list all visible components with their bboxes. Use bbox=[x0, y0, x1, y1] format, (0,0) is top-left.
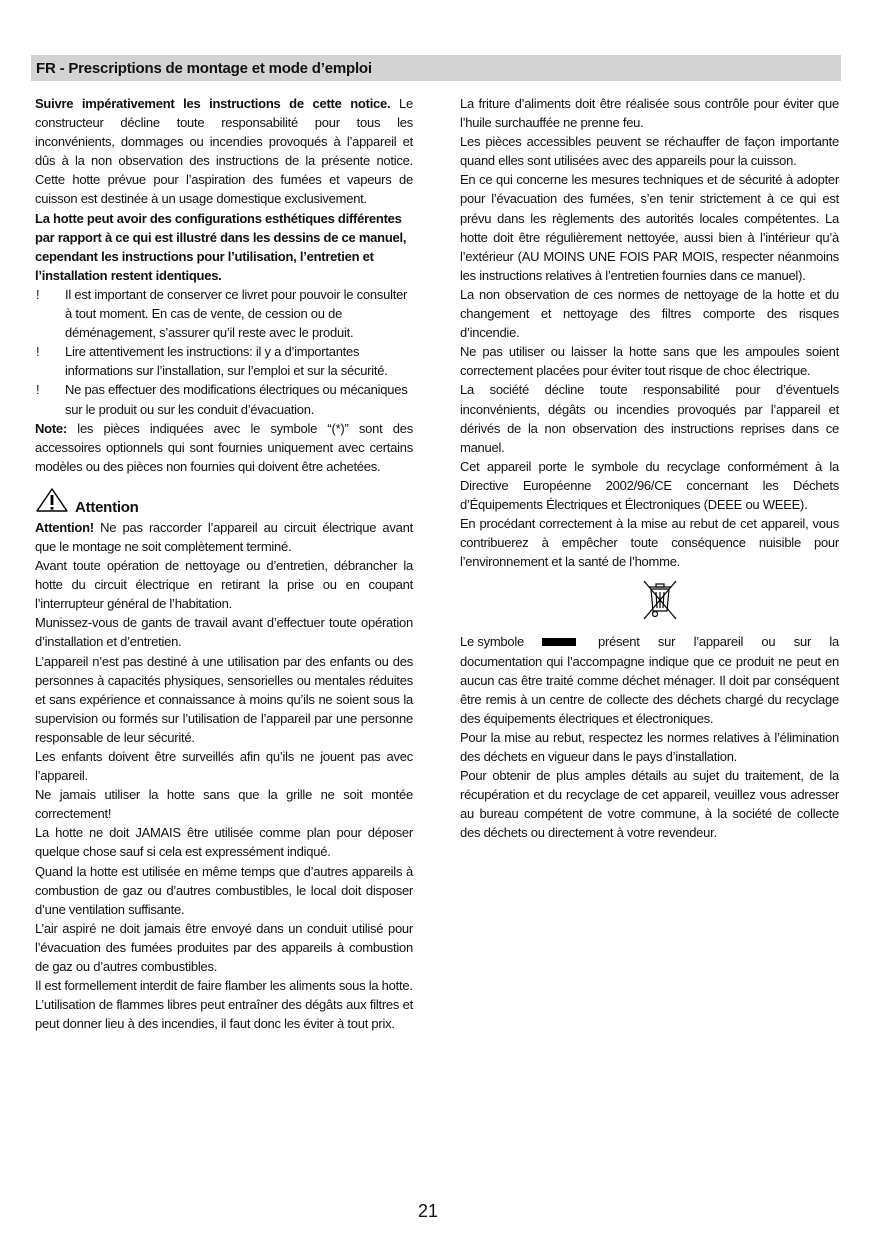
recycling-paragraph: En procédant correctement à la mise au rebut de cet appareil, vous contribuerez à empêcher toute conséquence nuisible pour l’environnement et la santé de l’homme. bbox=[460, 516, 839, 570]
intro-bold: Suivre impérativement les instructions de cette notice. bbox=[35, 96, 391, 111]
symbol-text-start: Le symbole bbox=[460, 634, 524, 650]
bullet-item bbox=[35, 285, 413, 342]
safety-paragraph: Les pièces accessibles peuvent se réchauffer de façon importante quand elles sont utilisées avec des appareils pour la cuisson. bbox=[460, 134, 839, 169]
bullet-text: Il est important de conserver ce livret pour pouvoir le consulter à tout moment. En cas de vente, de cession ou de déménagement, s’assurer qu’il reste avec le produit. bbox=[65, 286, 408, 341]
left-column bbox=[35, 94, 413, 1033]
safety-paragraph: Avant toute opération de nettoyage ou d’entretien, débrancher la hotte du circuit électrique en retirant la prise ou en coupant l’interrupteur général de l’habitation. bbox=[35, 558, 413, 612]
right-column bbox=[460, 94, 839, 842]
symbol-paragraph: documentation qui l’accompagne indique que ce produit ne peut en aucun cas être traité comme déchet ménager. Il doit par conséquent être remis à un centre de collecte des déchets chargé du recyclage des équipements électriques et électroniques. bbox=[460, 653, 839, 726]
page-number: 21 bbox=[418, 1201, 439, 1221]
symbol-text-end: présent sur l’appareil ou sur la bbox=[597, 634, 839, 650]
attention-label: Attention! bbox=[35, 519, 94, 535]
disposal-paragraph: Pour la mise au rebut, respectez les normes relatives à l’élimination des déchets en vigueur dans le pays d’installation. bbox=[460, 729, 839, 764]
warning-triangle-icon bbox=[35, 487, 69, 518]
recycling-paragraph: Cet appareil porte le symbole du recyclage conformément à la Directive Européenne 2002/96/CE concernant les Déchets d’Équipements Électriques et Électroniques (DEEE ou WEEE). bbox=[460, 458, 839, 512]
safety-paragraph: La non observation de ces normes de nettoyage de la hotte et du changement et nettoyage des filtres comporte des risques d’incendie. bbox=[460, 286, 839, 341]
crossed-out-wheeled-bin-icon bbox=[640, 579, 680, 626]
attention-title: Attention bbox=[75, 498, 139, 516]
safety-paragraph: Quand la hotte est utilisée en même temps que d’autres appareils à combustion de gaz ou d’autres combustibles, le local doit disposer d’une ventilation suffisante. bbox=[35, 863, 413, 917]
safety-paragraph: Munissez-vous de gants de travail avant d’effectuer toute opération d’installation et d’entretien. bbox=[35, 615, 413, 650]
weee-symbol bbox=[460, 579, 839, 626]
bullet-text: Lire attentivement les instructions: il y a d’importantes informations sur l’installation, sur l’emploi et sur la sécurité. bbox=[65, 344, 388, 379]
attention-paragraph bbox=[35, 518, 413, 556]
bullet-text: Ne pas effectuer des modifications électriques ou mécaniques sur le produit ou sur les conduit d’évacuation. bbox=[65, 382, 408, 417]
safety-paragraph: La hotte ne doit JAMAIS être utilisée comme plan pour déposer quelque chose sauf si cela est expressément indiqué. bbox=[35, 825, 413, 860]
note-text: les pièces indiquées avec le symbole “(*)” sont des accessoires optionnels qui sont fournies uniquement avec certains modèles ou des pièces non fournies qui doivent être achetées. bbox=[35, 420, 413, 474]
safety-paragraph: Ne pas utiliser ou laisser la hotte sans que les ampoules soient correctement placées pour éviter tout risque de choc électrique. bbox=[460, 344, 839, 379]
bullet-mark: ! bbox=[36, 286, 40, 302]
disposal-paragraph: Pour obtenir de plus amples détails au sujet du traitement, de la récupération et du recyclage de cet appareil, veuillez vous adresser au bureau compétent de votre commune, à la société de collecte des déchets ou directement à votre revendeur. bbox=[460, 768, 839, 841]
safety-paragraph: Il est formellement interdit de faire flamber les aliments sous la hotte. bbox=[35, 978, 413, 994]
safety-paragraph: La friture d’aliments doit être réalisée sous contrôle pour éviter que l’huile surchauffée ne prenne feu. bbox=[460, 96, 839, 131]
intro-text: Le constructeur décline toute responsabilité pour tous les inconvénients, dommages ou incendies provoqués à l’appareil et dûs à la non observation des instructions de la présente notice. Cette hotte prévue pour l’aspiration des fumées et vapeurs de cuisson est destinée à un usage domestique exclusivement. bbox=[35, 96, 414, 207]
bullet-item bbox=[35, 342, 413, 380]
bullet-item bbox=[35, 380, 413, 418]
safety-paragraph: L’utilisation de flammes libres peut entraîner des dégâts aux filtres et peut donner lieu à des incendies, il faut donc les éviter à tout prix. bbox=[35, 997, 413, 1032]
note-label: Note: bbox=[35, 420, 67, 436]
safety-paragraph: L’appareil n’est pas destiné à une utilisation par des enfants ou des personnes à capacités physiques, sensorielles ou mentales réduites et sans expérience et connaissance à moins qu’ils ne soient sous la supervision ou formés sur l’utilisation de l’appareil par une personne responsable de leur sécurité. bbox=[35, 653, 413, 745]
section-header bbox=[31, 55, 841, 81]
safety-paragraph: La société décline toute responsabilité pour d’éventuels inconvénients, dégâts ou incendies provoqués par l’appareil et dérivés de la non observation des instructions reprises dans ce manuel. bbox=[460, 382, 839, 455]
black-bar-icon bbox=[542, 638, 576, 646]
safety-paragraph: L’air aspiré ne doit jamais être envoyé dans un conduit utilisé pour l’évacuation des fumées produites par des appareils à combustion de gaz ou d’autres combustibles. bbox=[35, 920, 413, 975]
attention-text: Ne pas raccorder l’appareil au circuit électrique avant que le montage ne soit complètement terminé. bbox=[35, 519, 413, 554]
intro-paragraph bbox=[35, 94, 413, 209]
bullet-mark: ! bbox=[36, 344, 40, 360]
configuration-note: La hotte peut avoir des configurations esthétiques différentes par rapport à ce qui est illustré dans les dessins de ce manuel, cependant les instructions pour l’utilisation, l’entretien et l’installation restent identiques. bbox=[35, 210, 407, 283]
bullet-mark: ! bbox=[36, 382, 40, 398]
safety-paragraph: Ne jamais utiliser la hotte sans que la grille ne soit montée correctement! bbox=[35, 787, 413, 822]
symbol-line bbox=[460, 632, 839, 651]
safety-paragraph: En ce qui concerne les mesures techniques et de sécurité à adopter pour l’évacuation des fumées, s’en tenir strictement à ce qui est prévu dans les règlements des autorités locales compétentes. La hotte doit être régulièrement nettoyée, aussi bien à l’intérieur qu’à l’extérieur (AU MOINS UNE FOIS PAR MOIS, respecter néanmoins les instructions relatives à l’entretien fournies dans ce manuel). bbox=[460, 172, 839, 283]
attention-heading bbox=[35, 492, 413, 518]
safety-paragraph: Les enfants doivent être surveillés afin qu’ils ne jouent pas avec l’appareil. bbox=[35, 749, 413, 784]
section-title: FR - Prescriptions de montage et mode d’emploi bbox=[36, 60, 372, 77]
note-paragraph bbox=[35, 419, 413, 476]
